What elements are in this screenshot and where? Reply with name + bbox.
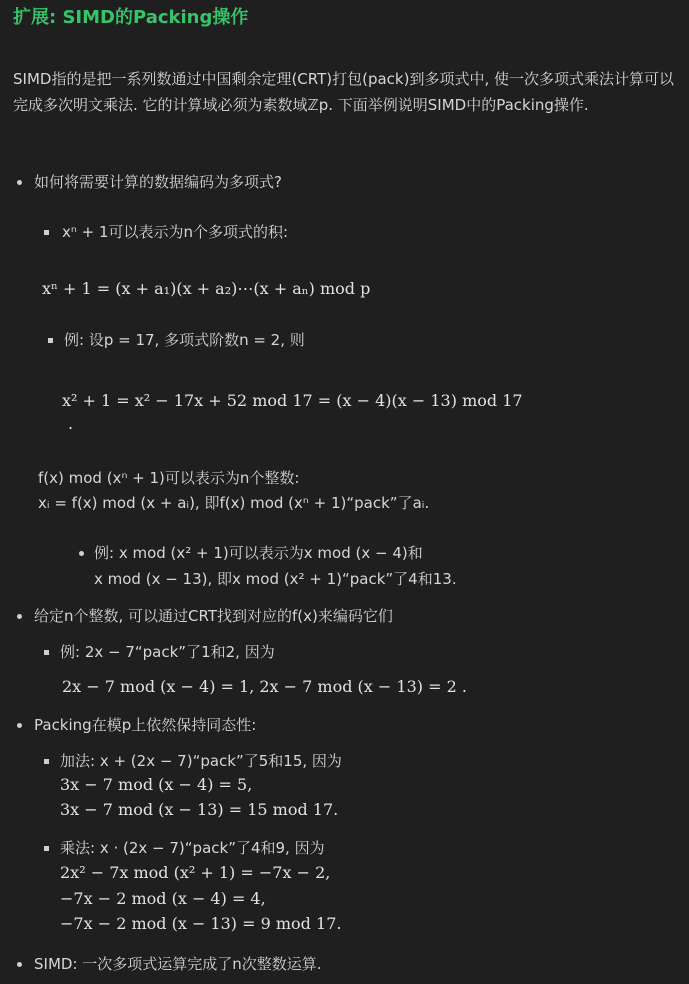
multiplication-line-1: 乘法: x · (2x − 7)“pack”了4和9, 因为 (60, 839, 325, 857)
bullet-dot (17, 962, 22, 967)
page-title: 扩展: SIMD的Packing操作 (13, 7, 249, 28)
sub-bullet-1: xⁿ + 1可以表示为n个多项式的积: (62, 223, 289, 241)
addition-line-3: 3x − 7 mod (x − 13) = 15 mod 17. (60, 800, 339, 819)
sub-bullet-square (44, 846, 49, 851)
bullet-2-text: 给定n个整数, 可以通过CRT找到对应的f(x)来编码它们 (34, 607, 393, 625)
bullet-1-text: 如何将需要计算的数据编码为多项式? (34, 173, 282, 191)
bullet-dot (17, 614, 22, 619)
bullet-4-text: SIMD: 一次多项式运算完成了n次整数运算. (34, 955, 322, 973)
bullet-dot (17, 723, 22, 728)
equation-example: x² + 1 = x² − 17x + 52 mod 17 = (x − 4)(x − 13) mod 17 (62, 391, 523, 410)
equation-crt: 2x − 7 mod (x − 4) = 1, 2x − 7 mod (x − 13) = 2 . (62, 677, 467, 696)
sub-bullet-square (44, 759, 49, 764)
sub-bullet-2: 例: 设p = 17, 多项式阶数n = 2, 则 (64, 331, 305, 349)
sub-bullet-square (44, 650, 49, 655)
bullet-3-text: Packing在模p上依然保持同态性: (34, 716, 257, 734)
example-line-1: 例: x mod (x² + 1)可以表示为x mod (x − 4)和 (94, 544, 423, 562)
sub-bullet-square (44, 230, 49, 235)
multiplication-line-2: 2x² − 7x mod (x² + 1) = −7x − 2, (60, 863, 331, 882)
sub-bullet-square (48, 338, 53, 343)
bullet-dot (79, 551, 84, 556)
equation-factorization: xⁿ + 1 = (x + a₁)(x + a₂)⋯(x + aₙ) mod p (42, 279, 371, 298)
intro-paragraph: SIMD指的是把一系列数通过中国剩余定理(CRT)打包(pack)到多项式中, 使一次多项式乘法计算可以完成多次明文乘法. 它的计算域必须为素数域ℤp. 下面举例说明SIMD中的Packing操作. (13, 70, 674, 114)
sub-bullet-crt-example: 例: 2x − 7“pack”了1和2, 因为 (60, 643, 275, 661)
multiplication-line-3: −7x − 2 mod (x − 4) = 4, (60, 889, 266, 908)
bullet-dot (17, 180, 22, 185)
addition-line-2: 3x − 7 mod (x − 4) = 5, (60, 775, 253, 794)
f-line-1: f(x) mod (xⁿ + 1)可以表示为n个整数: (38, 469, 300, 487)
equation-dot: . (68, 414, 74, 433)
f-line-2: xᵢ = f(x) mod (x + aᵢ), 即f(x) mod (xⁿ + 1)“pack”了aᵢ. (38, 494, 430, 512)
example-line-2: x mod (x − 13), 即x mod (x² + 1)“pack”了4和13. (94, 570, 457, 588)
addition-line-1: 加法: x + (2x − 7)“pack”了5和15, 因为 (60, 752, 342, 770)
multiplication-line-4: −7x − 2 mod (x − 13) = 9 mod 17. (60, 914, 342, 933)
